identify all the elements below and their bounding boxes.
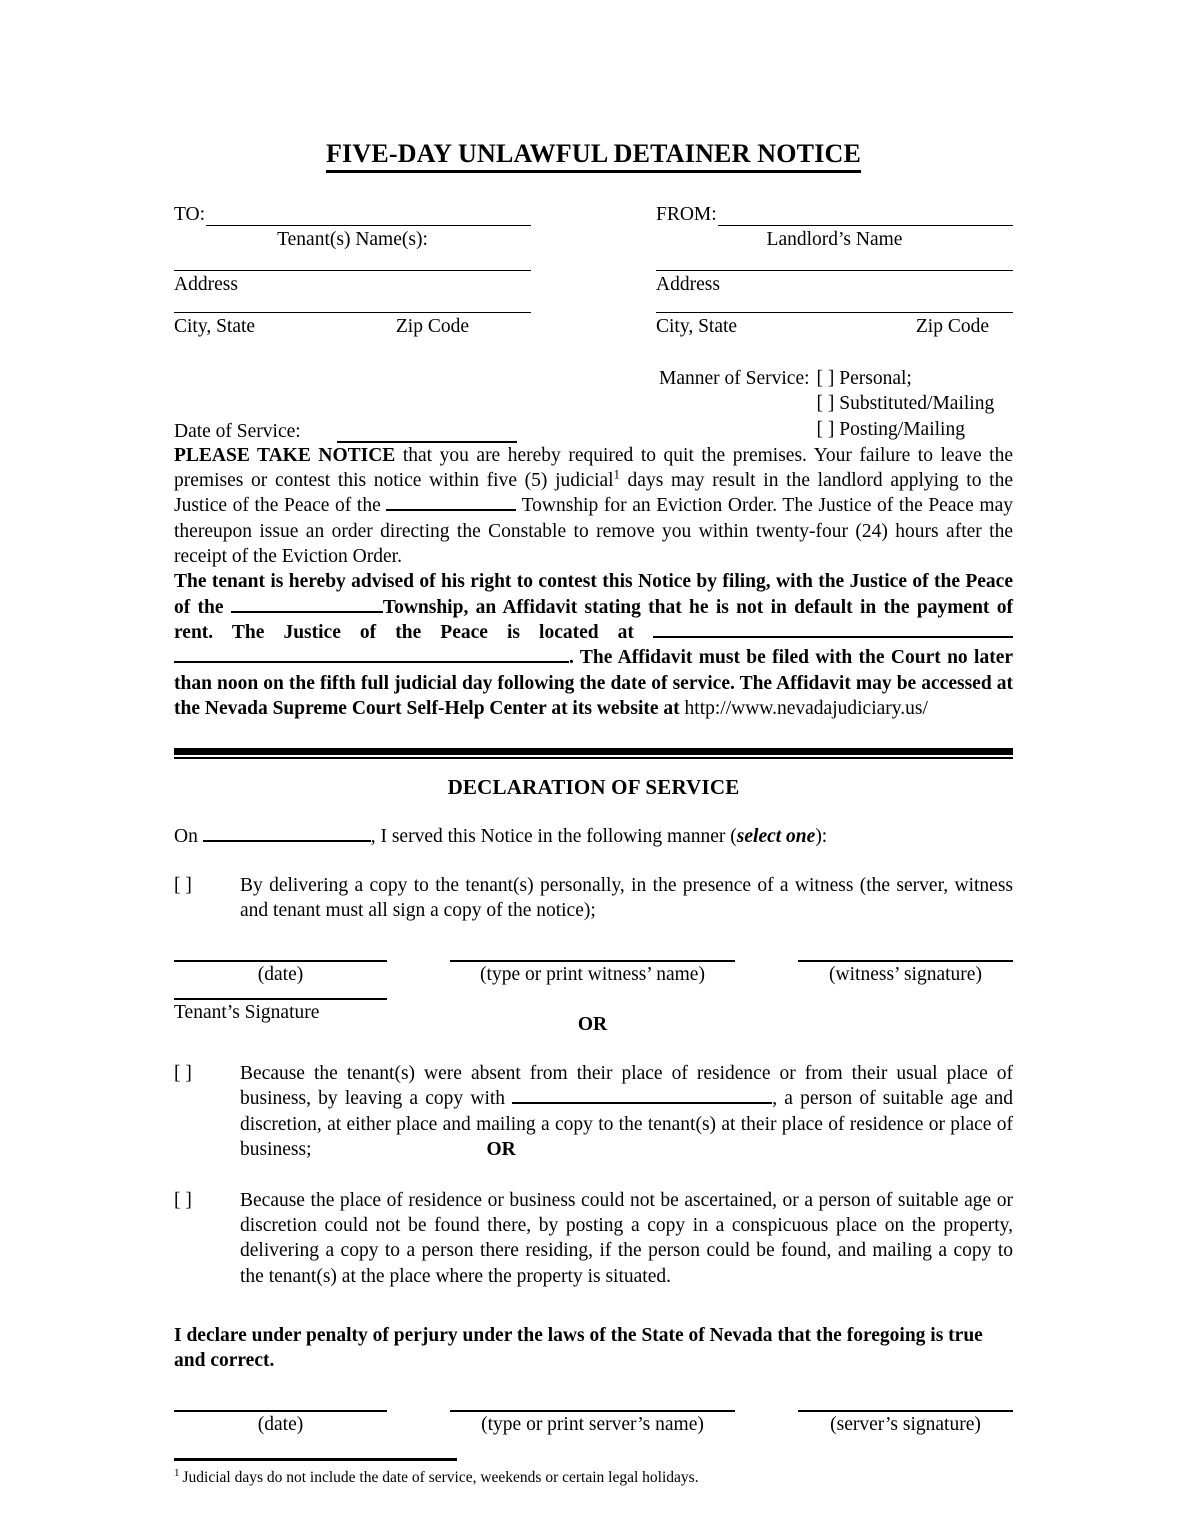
nevada-judiciary-url[interactable]: http://www.nevadajudiciary.us/ xyxy=(684,698,928,720)
tenant-address-caption: Address xyxy=(174,274,238,296)
from-label: FROM: xyxy=(656,204,717,226)
declaration-option-posting[interactable] xyxy=(174,1188,1013,1289)
landlord-address-caption: Address xyxy=(656,274,720,296)
or-separator-first: OR xyxy=(577,1014,608,1036)
landlord-zip-caption: Zip Code xyxy=(915,315,989,337)
witness-name-caption: (type or print witness’ name) xyxy=(480,963,705,985)
checkbox-icon[interactable]: [ ] xyxy=(174,875,192,897)
declaration-option-personal-text: By delivering a copy to the tenant(s) personally, in the presence of a witness (the server, witness and tenant must all sign a copy of the notice); xyxy=(240,875,1013,922)
served-on-date-input[interactable] xyxy=(203,825,371,842)
township-input[interactable] xyxy=(386,494,516,511)
checkbox-icon[interactable]: [ ] xyxy=(174,1189,192,1211)
server-name-group xyxy=(450,1410,735,1436)
advice-text-2: Township, an Affidavit stating that he is not in default in the payment of rent. The Justice of the Peace is located at xyxy=(174,596,1013,644)
section-divider xyxy=(174,748,1013,760)
footnote xyxy=(174,1468,1013,1487)
option-substituted-part1: Because the tenant(s) were absent from their place of residence or from their usual place of business, by leaving a copy with xyxy=(240,1063,1013,1110)
witness-signature-input[interactable] xyxy=(798,960,1013,962)
tenant-name-row xyxy=(174,205,531,225)
footnote-marker: 1 xyxy=(613,467,620,482)
court-location-input-line1[interactable] xyxy=(653,621,1013,638)
tenant-name-caption: Tenant(s) Name(s): xyxy=(277,228,428,250)
manner-option-posting[interactable] xyxy=(817,417,995,443)
advice-text-3: . The Affidavit must be filed with the Court no later than noon on the fifth full judicial day following the date of service. The Affidavit may be accessed at the Nevada Supreme Court Self-Help Center at its website at xyxy=(174,647,1013,720)
advice-text-1: The tenant is hereby advised of his right to contest this Notice by filing, with the Justice of the Peace of the xyxy=(174,571,1013,618)
witness-name-group xyxy=(450,960,735,986)
tenant-signature-row xyxy=(174,998,1013,1036)
notice-text-1: that you are hereby required to quit the premises. Your failure to leave the premises or contest this notice within five (5) judicial xyxy=(174,444,1013,492)
landlord-citystate-caption: City, State xyxy=(656,315,738,337)
manner-option-posting-label: Posting/Mailing xyxy=(839,419,965,440)
tenant-citystate-captions xyxy=(174,316,531,338)
divider-thin-rule xyxy=(174,757,1013,759)
landlord-citystate-input[interactable] xyxy=(656,312,1013,313)
divider-thick-rule xyxy=(174,748,1013,755)
served-on-prefix: On xyxy=(174,826,203,848)
left-copy-with-input[interactable] xyxy=(512,1087,772,1104)
declaration-option-substituted-text xyxy=(240,1061,1013,1162)
server-signature-row xyxy=(174,1410,1013,1436)
manner-option-personal[interactable] xyxy=(817,366,995,392)
option-substituted-part2: , a person of suitable age and discretion, at either place and mailing a copy to the tenant(s) at their place of residence or place of business; xyxy=(240,1088,1013,1161)
server-signature-group xyxy=(798,1410,1013,1436)
landlord-name-row xyxy=(656,205,1013,225)
to-label: TO: xyxy=(174,204,206,226)
footnote-separator xyxy=(174,1458,457,1461)
witness-signature-group xyxy=(798,960,1013,986)
landlord-citystate-captions xyxy=(656,316,1013,338)
server-date-group xyxy=(174,1410,387,1436)
notice-text-3: Township for an Eviction Order. The Justice of the Peace may thereupon issue an order directing the Constable to remove you within twenty-four (24) hours after the receipt of the Eviction Order. xyxy=(174,495,1013,568)
landlord-name-input[interactable] xyxy=(718,210,1013,226)
manner-of-service-group xyxy=(659,366,994,443)
perjury-statement: I declare under penalty of perjury under the laws of the State of Nevada that the foregoing is true and correct. xyxy=(174,1324,983,1372)
server-name-caption: (type or print server’s name) xyxy=(481,1413,704,1435)
select-one-emphasis: select one xyxy=(736,826,816,848)
declaration-option-posting-text: Because the place of residence or business could not be ascertained, or a person of suitable age or discretion could not be found there, by posting a copy in a conspicuous place on the property, delivering a copy to a person there residing, if the person could be found, and mailing a copy to the tenant(s) at the place where the property is situated. xyxy=(240,1189,1013,1287)
declaration-option-substituted[interactable] xyxy=(174,1061,1013,1162)
footnote-number: 1 xyxy=(174,1466,180,1479)
witness-date-caption: (date) xyxy=(257,963,304,985)
tenant-column xyxy=(174,205,531,337)
date-of-service-label: Date of Service: xyxy=(174,420,301,442)
witness-name-input[interactable] xyxy=(450,960,735,962)
checkbox-icon[interactable]: [ ] xyxy=(174,1063,192,1085)
notice-lead: PLEASE TAKE NOTICE xyxy=(174,444,396,466)
witness-signature-row xyxy=(174,960,1013,986)
checkbox-icon[interactable]: [ ] xyxy=(816,393,835,415)
manner-option-personal-label: Personal; xyxy=(839,367,912,389)
tenant-signature-caption: Tenant’s Signature xyxy=(174,1002,320,1024)
checkbox-icon[interactable]: [ ] xyxy=(816,419,835,440)
server-name-input[interactable] xyxy=(450,1410,735,1412)
server-signature-caption: (server’s signature) xyxy=(830,1413,981,1435)
or-separator-second: OR xyxy=(486,1139,516,1161)
tenant-citystate-caption: City, State xyxy=(174,315,256,337)
manner-option-substituted-label: Substituted/Mailing xyxy=(839,393,995,415)
footnote-text: Judicial days do not include the date of service, weekends or certain legal holidays. xyxy=(182,1468,699,1486)
notice-text-2: days may result in the landlord applying to the Justice of the Peace of the xyxy=(174,470,1013,517)
document-content xyxy=(174,0,1013,1487)
manner-option-substituted[interactable] xyxy=(817,391,995,417)
date-of-service-group xyxy=(174,366,659,443)
tenant-signature-input[interactable] xyxy=(174,998,387,1000)
server-signature-input[interactable] xyxy=(798,1410,1013,1412)
witness-date-input[interactable] xyxy=(174,960,387,962)
landlord-column xyxy=(656,205,1013,337)
party-block xyxy=(174,205,1013,337)
date-of-service-input[interactable] xyxy=(337,427,517,443)
tenant-citystate-input[interactable] xyxy=(174,312,531,313)
server-date-caption: (date) xyxy=(257,1413,304,1435)
server-date-input[interactable] xyxy=(174,1410,387,1412)
tenant-signature-group xyxy=(174,998,387,1024)
advice-paragraph xyxy=(174,569,1013,721)
served-on-suffix: , I served this Notice in the following manner ( xyxy=(370,826,737,848)
declaration-option-personal[interactable] xyxy=(174,873,1013,924)
manner-of-service-row xyxy=(659,366,994,443)
tenant-zip-caption: Zip Code xyxy=(395,315,469,337)
declaration-heading: DECLARATION OF SERVICE xyxy=(447,775,740,800)
checkbox-icon[interactable]: [ ] xyxy=(816,367,835,389)
tenant-name-input[interactable] xyxy=(206,210,531,226)
advice-township-input[interactable] xyxy=(231,596,383,613)
witness-date-group xyxy=(174,960,387,986)
page-title-text: FIVE-DAY UNLAWFUL DETAINER NOTICE xyxy=(326,139,861,173)
landlord-address-input[interactable] xyxy=(656,270,1013,271)
manner-options xyxy=(817,366,995,443)
manner-of-service-label: Manner of Service: xyxy=(659,367,810,389)
served-on-line xyxy=(174,825,1013,848)
page-title xyxy=(174,138,1013,169)
tenant-address-input[interactable] xyxy=(174,270,531,271)
served-on-end: ): xyxy=(815,826,828,848)
court-location-input-line2[interactable] xyxy=(174,646,569,663)
landlord-name-caption: Landlord’s Name xyxy=(766,228,903,250)
notice-paragraph xyxy=(174,443,1013,570)
witness-signature-caption: (witness’ signature) xyxy=(829,963,982,985)
service-block xyxy=(174,366,1013,443)
